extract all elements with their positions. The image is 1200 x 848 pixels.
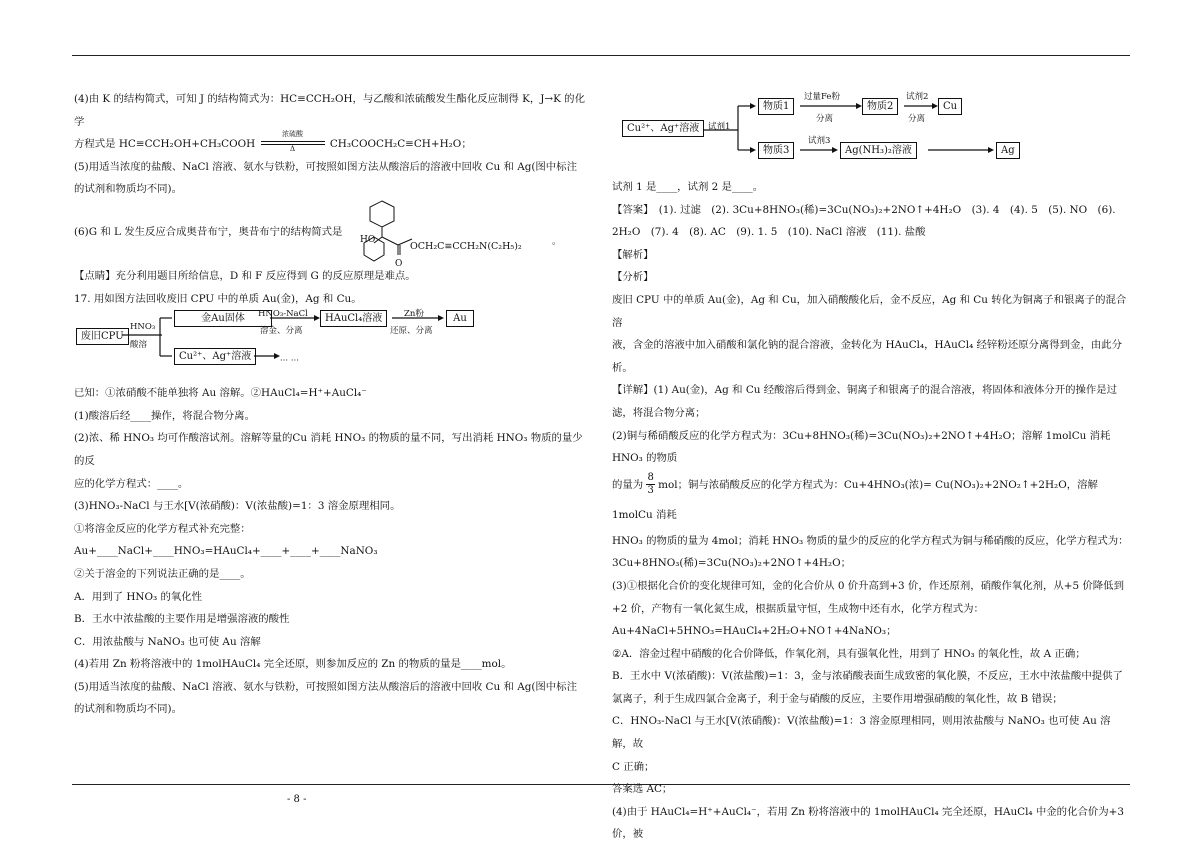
option-b: B．王水中浓盐酸的主要作用是增强溶液的酸性	[74, 613, 290, 626]
answer-line2: 2H₂O (7). 4 (8). AC (9). 1. 5 (10). NaCl 溶液 (11). 盐酸	[612, 226, 926, 239]
fraction-numerator: 8	[647, 472, 654, 484]
q6-text: (6)G 和 L 发生反应合成奥昔布宁，奥昔布宁的结构简式是	[74, 225, 343, 238]
label-separate-1: 分离	[816, 114, 834, 124]
q6-end: 。	[552, 236, 562, 247]
d3-line2: +2 价，产物有一氧化氮生成，根据质量守恒，生成物中还有水，化学方程式为：	[612, 602, 984, 615]
q17-5-line2: 的试剂和物质均不同)。	[74, 703, 182, 716]
box-substance-1: 物质1	[758, 98, 794, 115]
d3-line5: B．王水中 V(浓硝酸)：V(浓盐酸)=1：3，金与浓硝酸表面生成致密的氧化膜，不反应，王水中浓盐酸中提供了	[612, 670, 1123, 683]
fenxi-line2: 液，含金的溶液中加入硝酸和氯化钠的混合溶液，金转化为 HAuCl₄，HAuCl₄ 经锌粉还原分离得到金，由此分	[612, 339, 1123, 352]
label-continued: ··· ···	[280, 356, 299, 367]
label-reagent-2: 试剂2	[906, 92, 929, 102]
box-cu: Cu	[938, 98, 962, 115]
fenxi-line3: 析。	[612, 361, 633, 374]
d3-line4: ②A．溶金过程中硝酸的化合价降低，作氧化剂，具有强氧化性，用到了 HNO₃ 的氧化性，故 A 正确；	[612, 647, 1086, 660]
d2-line1: (2)铜与稀硝酸反应的化学方程式为：3Cu+8HNO₃(稀)=3Cu(NO₃)₂+2NO↑+4H₂O；溶解 1molCu 消耗 HNO₃ 的物质	[612, 429, 1111, 465]
struct-o-label: O	[395, 258, 403, 269]
q17-5-line1: (5)用适当浓度的盐酸、NaCl 溶液、氨水与铁粉，可按照如图方法从酸溶后的溶液中回收 Cu 和 Ag(图中标注	[74, 680, 577, 693]
d3-line9: 答案选 AC；	[612, 783, 673, 796]
label-reduce-separate: 还原、分离	[390, 326, 433, 337]
d3-line3: Au+4NaCl+5HNO₃=HAuCl₄+2H₂O+NO↑+4NaNO₃；	[612, 625, 897, 638]
page-number: - 8 -	[287, 794, 307, 805]
flow2-arrow-4	[800, 142, 838, 160]
d4-line1: (4)由于 HAuCl₄=H⁺+AuCl₄⁻，若用 Zn 粉将溶液中的 1molHAuCl₄ 完全还原，HAuCl₄ 中金的化合价为+3 价，被	[612, 805, 1124, 841]
label-reagent-1: 试剂1	[708, 122, 731, 132]
box-ag-nh3-solution: Ag(NH₃)₂溶液	[840, 142, 917, 159]
d3-line7: C．HNO₃-NaCl 与王水[V(浓硝酸)：V(浓盐酸)=1：3 溶金原理相同，则用浓盐酸与 NaNO₃ 也可使 Au 溶解，故	[612, 715, 1111, 751]
q17-3: (3)HNO₃-NaCl 与王水[V(浓硝酸)：V(浓盐酸)=1：3 溶金原理相同。	[74, 500, 401, 513]
label-separate-2: 分离	[908, 114, 926, 124]
q17-3-equation: Au+____NaCl+____HNO₃=HAuCl₄+____+____+____NaNO₃	[74, 545, 378, 558]
detail-line1: 【详解】(1) Au(金)，Ag 和 Cu 经酸溶后得到金、铜离子和银离子的混合溶液，将固体和液体分开的操作是过	[612, 384, 1118, 397]
fraction-denominator: 3	[647, 485, 654, 497]
known-info: 已知：①浓硝酸不能单独将 Au 溶解。②HAuCl₄=H⁺+AuCl₄⁻	[74, 387, 367, 400]
label-acid-dissolve: 酸溶	[130, 340, 148, 351]
label-dissolve-separate: 溶金、分离	[260, 326, 303, 337]
flow-diagram-1	[74, 310, 586, 376]
d3-line8: C 正确；	[612, 760, 655, 773]
d2-line2-b: mol；铜与浓硝酸反应的化学方程式为：Cu+4HNO₃(浓)= Cu(NO₃)₂+2NO₂↑+2H₂O，溶解 1molCu 消耗	[612, 478, 1098, 521]
arrow-condition-top: 浓硫酸	[282, 130, 304, 139]
label-zn-powder: Zn粉	[404, 309, 424, 320]
fenxi-heading: 【分析】	[612, 271, 654, 284]
box-waste-cpu: 废旧CPU	[76, 328, 129, 345]
flow2-arrow-3	[904, 98, 938, 116]
analysis-heading: 【解析】	[612, 248, 654, 261]
d3-line1: (3)①根据化合价的变化规律可知，金的化合价从 0 价升高到+3 价，作还原剂，硝酸作氧化剂，从+5 价降低到	[612, 579, 1124, 592]
struct-ho-label: HO	[360, 234, 376, 245]
q17-1: (1)酸溶后经____操作，将混合物分离。	[74, 409, 255, 422]
d2-line2-a: 的量为	[612, 478, 644, 491]
detail-line2: 滤，将混合物分离；	[612, 406, 706, 419]
q17-2-line2: 应的化学方程式：____。	[74, 477, 189, 490]
q5-line2: 的试剂和物质均不同)。	[74, 183, 182, 196]
arrow-condition-bottom: Δ	[290, 145, 296, 154]
reaction-arrow	[259, 130, 327, 154]
label-excess-fe: 过量Fe粉	[804, 92, 840, 102]
tip: 【点睛】充分利用题目所给信息，D 和 F 反应得到 G 的反应原理是难点。	[74, 269, 416, 282]
q17-title: 17. 用如图方法回收废旧 CPU 中的单质 Au(金)，Ag 和 Cu。	[74, 292, 362, 305]
box-cu-ag-solution-2: Cu²⁺、Ag⁺溶液	[622, 120, 704, 137]
d3-line6: 氯离子，利于生成四氯合金离子，利于金与硝酸的反应，主要作用增强硝酸的氧化性，故 B 错误；	[612, 692, 1063, 705]
label-hno3: HNO₃	[130, 322, 156, 333]
box-au-solid: 金Au固体	[174, 310, 272, 327]
reagents-question: 试剂 1 是____，试剂 2 是____。	[612, 181, 764, 193]
flow1-split-arrow	[122, 310, 174, 376]
q17-4: (4)若用 Zn 粉将溶液中的 1molHAuCl₄ 完全还原，则参加反应的 Zn 的物质的量是____mol。	[74, 658, 512, 671]
right-column	[612, 94, 1130, 846]
box-substance-3: 物质3	[758, 142, 794, 159]
flow2-arrow-2	[800, 98, 862, 116]
left-column	[74, 88, 586, 721]
answer-line1: 【答案】 (1). 过滤 (2). 3Cu+8HNO₃(稀)=3Cu(NO₃)₂+2NO↑+4H₂O (3). 4 (4). 5 (5). NO (6).	[612, 203, 1116, 216]
d2-line4: 3Cu+8HNO₃(稀)=3Cu(NO₃)₂+2NO↑+4H₂O；	[612, 557, 851, 570]
q17-3-2: ②关于溶金的下列说法正确的是____。	[74, 567, 251, 580]
option-a: A．用到了 HNO₃ 的氧化性	[74, 590, 203, 603]
flow1-arrow-3	[392, 310, 444, 328]
flow-diagram-2	[612, 94, 1130, 176]
label-reagent-3: 试剂3	[808, 136, 831, 146]
box-au: Au	[446, 310, 474, 327]
q17-2-line1: (2)浓、稀 HNO₃ 均可作酸溶试剂。溶解等量的Cu 消耗 HNO₃ 的物质的量不同，写出消耗 HNO₃ 物质的量少的反	[74, 432, 583, 467]
d2-line3: HNO₃ 的物质的量为 4mol；消耗 HNO₃ 物质的量少的反应的化学方程式为铜与稀硝酸的反应，化学方程式为：	[612, 534, 1129, 547]
label-hno3-nacl: HNO₃-NaCl	[258, 309, 308, 320]
struct-chain-label: OCH₂C≡CCH₂N(C₂H₅)₂	[410, 240, 522, 252]
q4-line2	[74, 130, 586, 156]
box-substance-2: 物质2	[862, 98, 898, 115]
q4-eq-right: CH₃COOCH₂C≡CH+H₂O；	[329, 138, 472, 151]
q4-line1: (4)由 K 的结构简式，可知 J 的结构简式为：HC≡CCH₂OH，与乙酸和浓硫酸发生酯化反应制得 K，J→K 的化学	[74, 93, 585, 128]
box-cu-ag-solution: Cu²⁺、Ag⁺溶液	[174, 348, 256, 365]
q17-3-1: ①将溶金反应的化学方程式补充完整：	[74, 522, 251, 535]
flow2-split-arrow	[704, 94, 756, 158]
box-ag: Ag	[996, 142, 1020, 159]
fenxi-line1: 废旧 CPU 中的单质 Au(金)，Ag 和 Cu，加入硝酸酸化后，金不反应，Ag 和 Cu 转化为铜离子和银离子的混合溶	[612, 293, 1127, 329]
fraction-8-3	[646, 472, 654, 497]
q6-structure-row	[74, 201, 586, 269]
q5-line1: (5)用适当浓度的盐酸、NaCl 溶液、氨水与铁粉，可按照如图方法从酸溶后的溶液中回收 Cu 和 Ag(图中标注	[74, 160, 577, 173]
footer-rule	[72, 784, 1130, 785]
q4-eq-left: 方程式是 HC≡CCH₂OH+CH₃COOH	[74, 138, 256, 151]
box-haucl4-solution: HAuCl₄溶液	[320, 310, 387, 327]
header-rule	[72, 55, 1130, 56]
d2-line2	[612, 470, 1130, 530]
option-c: C．用浓盐酸与 NaNO₃ 也可使 Au 溶解	[74, 635, 261, 648]
flow1-arrow-2	[270, 310, 320, 328]
flow2-arrow-5	[928, 142, 994, 160]
flow1-arrow-4	[254, 348, 280, 366]
